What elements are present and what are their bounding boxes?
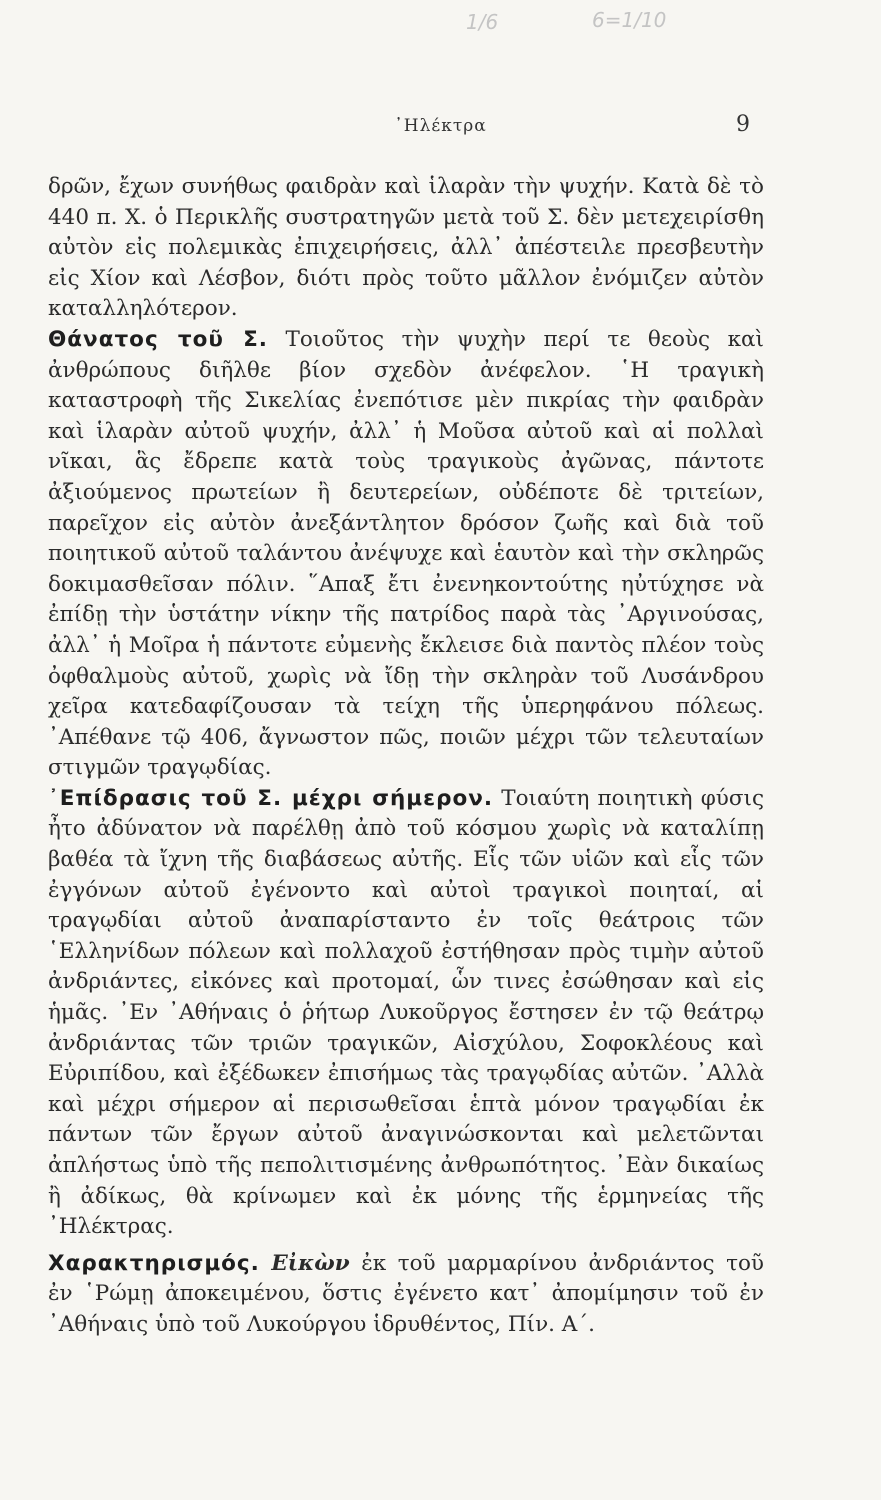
body-text [48,172,764,1341]
paragraph-intro: δρῶν, ἔχων συνήθως φαιδρὰν καὶ ἱλαρὰν τὴν ψυχήν. Κατὰ δὲ τὸ 440 π. Χ. ὁ Περικλῆς συστρατηγῶν μετὰ τοῦ Σ. δὲν μετεχειρίσθη αὐτὸν εἰς πολεμικὰς ἐπιχειρήσεις, ἀλλ᾿ ἀπέστειλε πρεσβευτὴν εἰς Χίον καὶ Λέσβον, διότι πρὸς τοῦτο μᾶλλον ἐνόμιζεν αὐτὸν καταλληλότερον. [48,174,764,322]
section-heading-characterization: Χαρακτηρισμός. [48,1250,260,1276]
section-text-influence: Τοιαύτη ποιητικὴ φύσις ἦτο ἀδύνατον νὰ παρέλθῃ ἀπὸ τοῦ κόσμου χωρὶς νὰ καταλίπῃ βαθέα τὰ ἴχνη τῆς διαβάσεως αὐτῆς. Εἷς τῶν υἱῶν καὶ εἷς τῶν ἐγγόνων αὐτοῦ ἐγένοντο καὶ αὐτοὶ τραγικοὶ ποιηταί, αἱ τραγῳδίαι αὐτοῦ ἀναπαρίσταντο ἐν τοῖς θεάτροις τῶν ῾Ελληνίδων πόλεων καὶ πολλαχοῦ ἐστήθησαν πρὸς τιμὴν αὐτοῦ ἀνδριάντες, εἰκόνες καὶ προτομαί, ὧν τινες ἐσώθησαν καὶ εἰς ἡμᾶς. ᾿Εν ᾿Αθήναις ὁ ῥήτωρ Λυκοῦργος ἔστησεν ἐν τῷ θεάτρῳ ἀνδριάντας τῶν τριῶν τραγικῶν, Αἰσχύλου, Σοφοκλέους καὶ Εὐριπίδου, καὶ ἐξέδωκεν ἐπισήμως τὰς τραγῳδίας αὐτῶν. ᾿Αλλὰ καὶ μέχρι σήμερον αἱ περισωθεῖσαι ἑπτὰ μόνον τραγῳδίαι ἐκ πάντων τῶν ἔργων αὐτοῦ ἀναγινώσκονται καὶ μελετῶνται ἀπλήστως ὑπὸ τῆς πεπολιτισμένης ἀνθρωπότητος. ᾿Εὰν δικαίως ἢ ἀδίκως, θὰ κρίνωμεν καὶ ἐκ μόνης τῆς ἑρμηνείας τῆς ᾿Ηλέκτρας. [48,785,764,1240]
section-influence [48,784,764,1243]
running-head: ᾿Ηλέκτρα [394,116,487,136]
section-characterization [48,1249,764,1341]
section-death [48,325,764,784]
pencil-note-2: 6=1/10 [592,8,667,32]
page-number: 9 [736,112,750,137]
section-heading-death: Θάνατος τοῦ Σ. [48,326,268,352]
section-text-characterization: ἐκ τοῦ μαρμαρίνου ἀνδριάντος τοῦ ἐν ῾Ρώμῃ ἀποκειμένου, ὅστις ἐγένετο κατ᾿ ἀπομίμησιν τοῦ ἐν ᾿Αθήναις ὑπὸ τοῦ Λυκούργου ἱδρυθέντος, Πίν. Α΄. [48,1250,764,1337]
section-heading-influence: ᾿Επίδρασις τοῦ Σ. μέχρι σήμερον. [48,785,494,811]
section-text-death: Τοιοῦτος τὴν ψυχὴν περί τε θεοὺς καὶ ἀνθρώπους διῆλθε βίον σχεδὸν ἀνέφελον. ῾Η τραγικὴ καταστροφὴ τῆς Σικελίας ἐνεπότισε μὲν πικρίας τὴν φαιδρὰν καὶ ἱλαρὰν αὐτοῦ ψυχήν, ἀλλ᾿ ἡ Μοῦσα αὐτοῦ καὶ αἱ πολλαὶ νῖκαι, ἃς ἔδρεπε κατὰ τοὺς τραγικοὺς ἀγῶνας, πάντοτε ἀξιούμενος πρωτείων ἢ δευτερείων, οὐδέποτε δὲ τριτείων, παρεῖχον εἰς αὐτὸν ἀνεξάντλητον δρόσον ζωῆς καὶ διὰ τοῦ ποιητικοῦ αὐτοῦ ταλάντου ἀνέψυχε καὶ ἑαυτὸν καὶ τὴν σκληρῶς δοκιμασθεῖσαν πόλιν. ῞Απαξ ἔτι ἐνενηκοντούτης ηὐτύχησε νὰ ἐπίδῃ τὴν ὑστάτην νίκην τῆς πατρίδος παρὰ τὰς ᾿Αργινούσας, ἀλλ᾿ ἡ Μοῖρα ἡ πάντοτε εὐμενὴς ἔκλεισε διὰ παντὸς πλέον τοὺς ὀφθαλμοὺς αὐτοῦ, χωρὶς νὰ ἴδῃ τὴν σκληρὰν τοῦ Λυσάνδρου χεῖρα κατεδαφίζουσαν τὰ τείχη τῆς ὑπερηφάνου πόλεως. ᾿Απέθανε τῷ 406, ἄγνωστον πῶς, ποιῶν μέχρι τῶν τελευταίων στιγμῶν τραγῳδίας. [48,326,764,781]
section-lead-characterization: Εἰκὼν [271,1250,350,1276]
pencil-note-1: 1/6 [466,10,499,34]
